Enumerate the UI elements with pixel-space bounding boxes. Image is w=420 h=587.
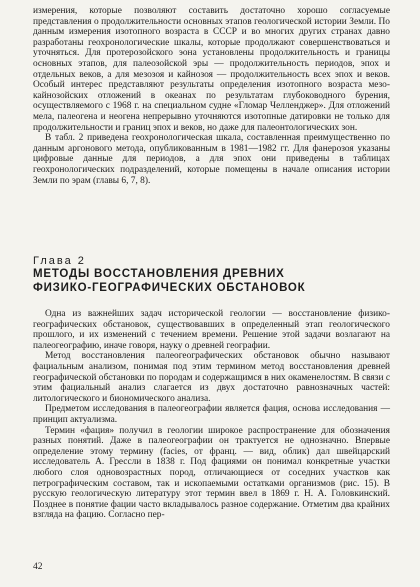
paragraph-2: В табл. 2 приведена геохронологическая шкала, составленная преимущественно по данным аргонового метода, опубликованным в 1981—1982 гг. Для фанерозоя указаны цифровые данные для периодов, а для эпох они приведены в таблицах геохронологических подразделений, которые помещены в начале описания истории Земли по эрам (главы 6, 7, 8).	[33, 133, 390, 186]
chapter-title-line-1: МЕТОДЫ ВОССТАНОВЛЕНИЯ ДРЕВНИХ	[33, 268, 285, 280]
paragraph-1: измерения, которые позволяют составить достаточно хорошо согласуемые представления о продолжительности основных этапов геологической истории Земли. По данным измерения изотопного возраста в СССР и во многих других странах давно разработаны геохронологические шкалы, которые продолжают совершенствоваться и уточняться. Для протерозойского эона установлены продолжительность и границы основных этапов, для палеозойской эры — продолжительность периодов, эпох и отдельных веков, а для мезозоя и кайнозоя — продолжительность всех эпох и веков. Особый интерес представляют результаты определения изотопного возраста мезо-кайнозойских отложений в океанах по результатам глубоководного бурения, осуществляемого с 1968 г. на специальном судне «Гломар Челленджер». Для отложений мела, палеогена и неогена непрерывно уточняются изотопные датировки не только для продолжительности и границ эпох и веков, но даже для палеонтологических зон.	[33, 6, 390, 133]
paragraph-6: Термин «фация» получил в геологии широкое распространение для обозначения разных понятий. Даже в палеогеографии он трактуется не однозначно. Впервые определение этому термину (facies, от франц. — вид, облик) дал швейцарский исследователь А. Грессли в 1838 г. Под фациями он понимал конкретные участки любого слоя одновозрастных пород, отличающиеся от соседних участков как петрографическим составом, так и ископаемыми остатками организмов (рис. 15). В русскую геологическую литературу этот термин ввел в 1869 г. Н. А. Головкинский. Позднее в понятие фации часто вкладывалось разное содержание. Отметим два крайних взгляда на фацию. Согласно пер-	[33, 425, 390, 521]
page-number: 42	[33, 562, 43, 572]
paragraph-5: Предметом исследования в палеогеографии является фация, основа исследования — принцип актуализма.	[33, 404, 390, 425]
text-block-top	[33, 6, 390, 186]
paragraph-4: Метод восстановления палеогеографических обстановок обычно называют фациальным анализом, понимая под этим термином метод восстановления древней географической обстановки по породам и содержащимся в них окаменелостям. В связи с этим фациальный анализ слагается из двух достаточно равнозначных частей: литологического и биономического анализа.	[33, 351, 390, 404]
chapter-heading	[33, 254, 390, 295]
chapter-label: Глава 2	[33, 255, 86, 267]
paragraph-3: Одна из важнейших задач исторической геологии — восстановление физико-географических обстановок, существовавших в определенный этап геологического прошлого, и их изменений с течением времени. Решение этой задачи возлагают на палеогеографию, иначе говоря, науку о древней географии.	[33, 309, 390, 351]
text-block-bottom	[33, 309, 390, 521]
chapter-title-line-2: ФИЗИКО-ГЕОГРАФИЧЕСКИХ ОБСТАНОВОК	[33, 281, 306, 294]
